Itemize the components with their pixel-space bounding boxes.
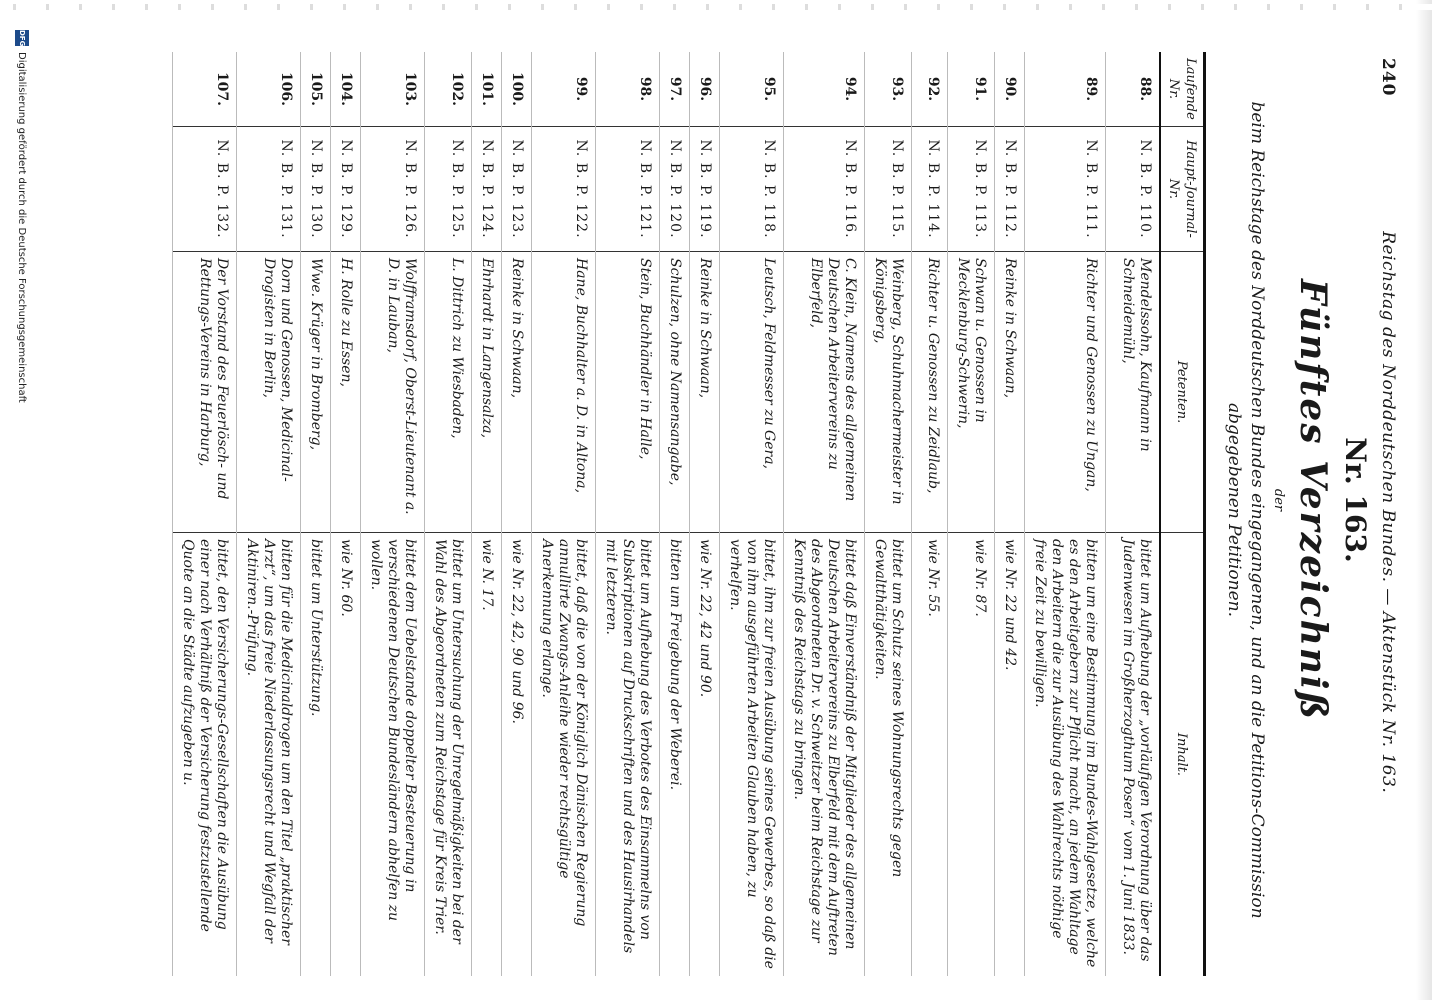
row-journal: N. B. P. 112. [995,127,1025,252]
table-row [331,52,361,976]
row-sender: Reinke in Schwaan, [502,252,532,533]
table-row [596,52,660,976]
page-header [1374,58,1402,958]
row-journal: N. B. P. 129. [331,127,361,252]
table-row [995,52,1025,976]
row-journal: N. B. P. 121. [596,127,660,252]
row-journal: N. B. P. 118. [720,127,784,252]
row-journal: N. B. P. 119. [690,127,720,252]
row-content: wie Nr. 60. [331,533,361,977]
page-edge-marks [0,4,1432,10]
row-content: wie N. 17. [472,533,502,977]
row-num: 99. [532,52,596,127]
table-row [502,52,532,976]
row-content: bittet um Schutz seines Wohnungsrechts gegen Gewaltthätigkeiten. [865,533,912,977]
row-content: bittet dem Uebelstande doppelter Besteuerung in verschiedenen Deutschen Bundesländern abhelfen zu wollen. [361,533,425,977]
row-sender: C. Klein, Namens des allgemeinen Deutschen Arbeitervereins zu Elberfeld, [784,252,865,533]
row-journal: N. B. P. 111. [1025,127,1106,252]
table-row [425,52,472,976]
row-sender: Hane, Buchhalter a. D. in Altona, [532,252,596,533]
row-num: 102. [425,52,472,127]
row-journal: N. B. P. 114. [912,127,948,252]
table-row [865,52,912,976]
row-content: bittet, den Versicherungs-Gesellschaften die Ausübung einer nach Verhältniß der Versicherung festzustellende Quote an die Städte aufzugeben u. [173,533,237,977]
table-row [1106,52,1160,976]
row-sender: Dorn und Genossen, Medicinal-Drogisten in Berlin, [237,252,301,533]
table-row [690,52,720,976]
row-journal: N. B. P. 113. [948,127,995,252]
running-title: Reichstag des Norddeutschen Bundes. — Aktenstück Nr. 163. [1378,231,1398,794]
row-num: 94. [784,52,865,127]
row-content: bittet um Aufhebung des Verbotes des Einsammelns von Subskriptionen auf Druckschriften und des Hausirhandels mit letzteren. [596,533,660,977]
row-journal: N. B. P. 115. [865,127,912,252]
table-row [948,52,995,976]
table-row [1025,52,1106,976]
row-sender: Schulzen, ohne Namensangabe, [660,252,690,533]
row-content: wie Nr. 87. [948,533,995,977]
table-row [660,52,690,976]
row-num: 103. [361,52,425,127]
der-word: der [1271,488,1286,512]
row-content: bitten für die Medicinaldrogen um den Titel „praktischer Arzt“, um das freie Niederlassungsrecht und Wegfall der Aktiniren.-Prüfung. [237,533,301,977]
header-content: Inhalt. [1160,533,1205,977]
row-journal: N. B. P. 123. [502,127,532,252]
row-sender: Richter u. Genossen zu Zeidlaub, [912,252,948,533]
row-journal: N. B. P. 120. [660,127,690,252]
row-num: 101. [472,52,502,127]
table-header-row [1160,52,1205,976]
table-row [532,52,596,976]
row-sender: Wolfframsdorf, Oberst-Lieutenant a. D. in Lauban, [361,252,425,533]
row-content: bittet daß Einverständniß der Mitglieder des allgemeinen Deutschen Arbeitervereins zu Elberfeld mit dem Auftreten des Abgeordneten Dr. v. Schweitzer beim Reichstage zur Kenntniß des Reichstags zu bringen. [784,533,865,977]
row-content: bittet, daß die von der Königlich Dänischen Regierung annullirte Zwangs-Anleihe wieder rechtsgültige Anerkennung erlange. [532,533,596,977]
page-number: 240 [1378,58,1398,97]
row-sender: Ehrhardt in Langensalza, [472,252,502,533]
table-row [912,52,948,976]
table-row [784,52,865,976]
row-num: 105. [301,52,331,127]
row-num: 90. [995,52,1025,127]
header-journal: Haupt-Journal-Nr. [1160,127,1205,252]
row-num: 95. [720,52,784,127]
row-journal: N. B. P. 130. [301,127,331,252]
row-content: wie Nr. 55. [912,533,948,977]
row-num: 106. [237,52,301,127]
row-sender: L. Dittrich zu Wiesbaden, [425,252,472,533]
row-content: wie Nr. 22, 42, 90 und 96. [502,533,532,977]
row-content: bittet, ihm zur freien Ausübung seines Gewerbes, so daß die von ihm ausgeführten Arbeiten Glauben haben, zu verhelfen. [720,533,784,977]
row-sender: Mendelssohn, Kaufmann in Schneidemühl, [1106,252,1160,533]
table-row [301,52,331,976]
row-sender: Reinke in Schwaan, [690,252,720,533]
row-content: wie Nr. 22, 42 und 90. [690,533,720,977]
table-row [237,52,301,976]
scan-edge [1416,0,1432,1000]
row-content: bittet um Unterstützung. [301,533,331,977]
row-sender: Schwan u. Genossen in Mecklenburg-Schwerin, [948,252,995,533]
list-title: Fünftes Verzeichniß [1292,279,1334,721]
row-sender: Weinberg, Schuhmachermeister in Königsberg, [865,252,912,533]
row-content: bitten um Freigebung der Weberei. [660,533,690,977]
row-journal: N. B. P. 132. [173,127,237,252]
row-sender: Leutsch, Feldmesser zu Gera, [720,252,784,533]
row-num: 104. [331,52,361,127]
row-journal: N. B. P. 124. [472,127,502,252]
table-row [720,52,784,976]
row-sender: Wwe. Krüger in Bromberg, [301,252,331,533]
row-num: 100. [502,52,532,127]
petitions-table [173,52,1207,976]
row-num: 92. [912,52,948,127]
credit-text: Digitalisierung gefördert durch die Deutsche Forschungsgemeinschaft [16,52,28,403]
row-journal: N. B. P. 122. [532,127,596,252]
row-content: wie Nr. 22 und 42. [995,533,1025,977]
row-num: 97. [660,52,690,127]
row-journal: N. B. P. 126. [361,127,425,252]
row-journal: N. B. P. 131. [237,127,301,252]
table-row [361,52,425,976]
row-journal: N. B. P. 125. [425,127,472,252]
row-journal: N. B. P. 110. [1106,127,1160,252]
row-num: 96. [690,52,720,127]
row-num: 91. [948,52,995,127]
row-num: 88. [1106,52,1160,127]
row-num: 107. [173,52,237,127]
row-sender: Reinke in Schwaan, [995,252,1025,533]
row-sender: H. Rolle zu Essen, [331,252,361,533]
dfg-logo-icon: DFG [15,30,29,46]
row-num: 89. [1025,52,1106,127]
table-row [472,52,502,976]
row-sender: Der Vorstand des Feuerlösch- und Rettungs-Vereins in Harburg, [173,252,237,533]
header-sender: Petenten. [1160,252,1205,533]
digitization-credit [10,0,34,1000]
row-journal: N. B. P. 116. [784,127,865,252]
header-num: Laufende Nr. [1160,52,1205,127]
row-sender: Richter und Genossen zu Ungan, [1025,252,1106,533]
table-row [173,52,237,976]
row-sender: Stein, Buchhändler in Halle, [596,252,660,533]
row-content: bittet um Aufhebung der „vorläufigen Verordnung über das Judenwesen im Großherzogthum Posen“ vom 1. Juni 1833. [1106,533,1160,977]
row-content: bittet um Untersuchung der Unregelmäßigkeiten bei der Wahl des Abgeordneten zum Reichstage für Kreis Trier. [425,533,472,977]
row-num: 93. [865,52,912,127]
row-content: bitten um eine Bestimmung im Bundes-Wahlgesetze, welche es den Arbeitgebern zur Pflicht macht, an jedem Wahltage den Arbeitern die zur Ausübung des Wahlrechts nöthige freie Zeit zu bewilligen. [1025,533,1106,977]
document-subtitle: beim Reichstage des Norddeutschen Bundes eingegangenen, und an die Petitions-Commission abgegebenen Petitionen. [1224,101,1267,919]
row-num: 98. [596,52,660,127]
document-number: Nr. 163. [1339,437,1372,563]
